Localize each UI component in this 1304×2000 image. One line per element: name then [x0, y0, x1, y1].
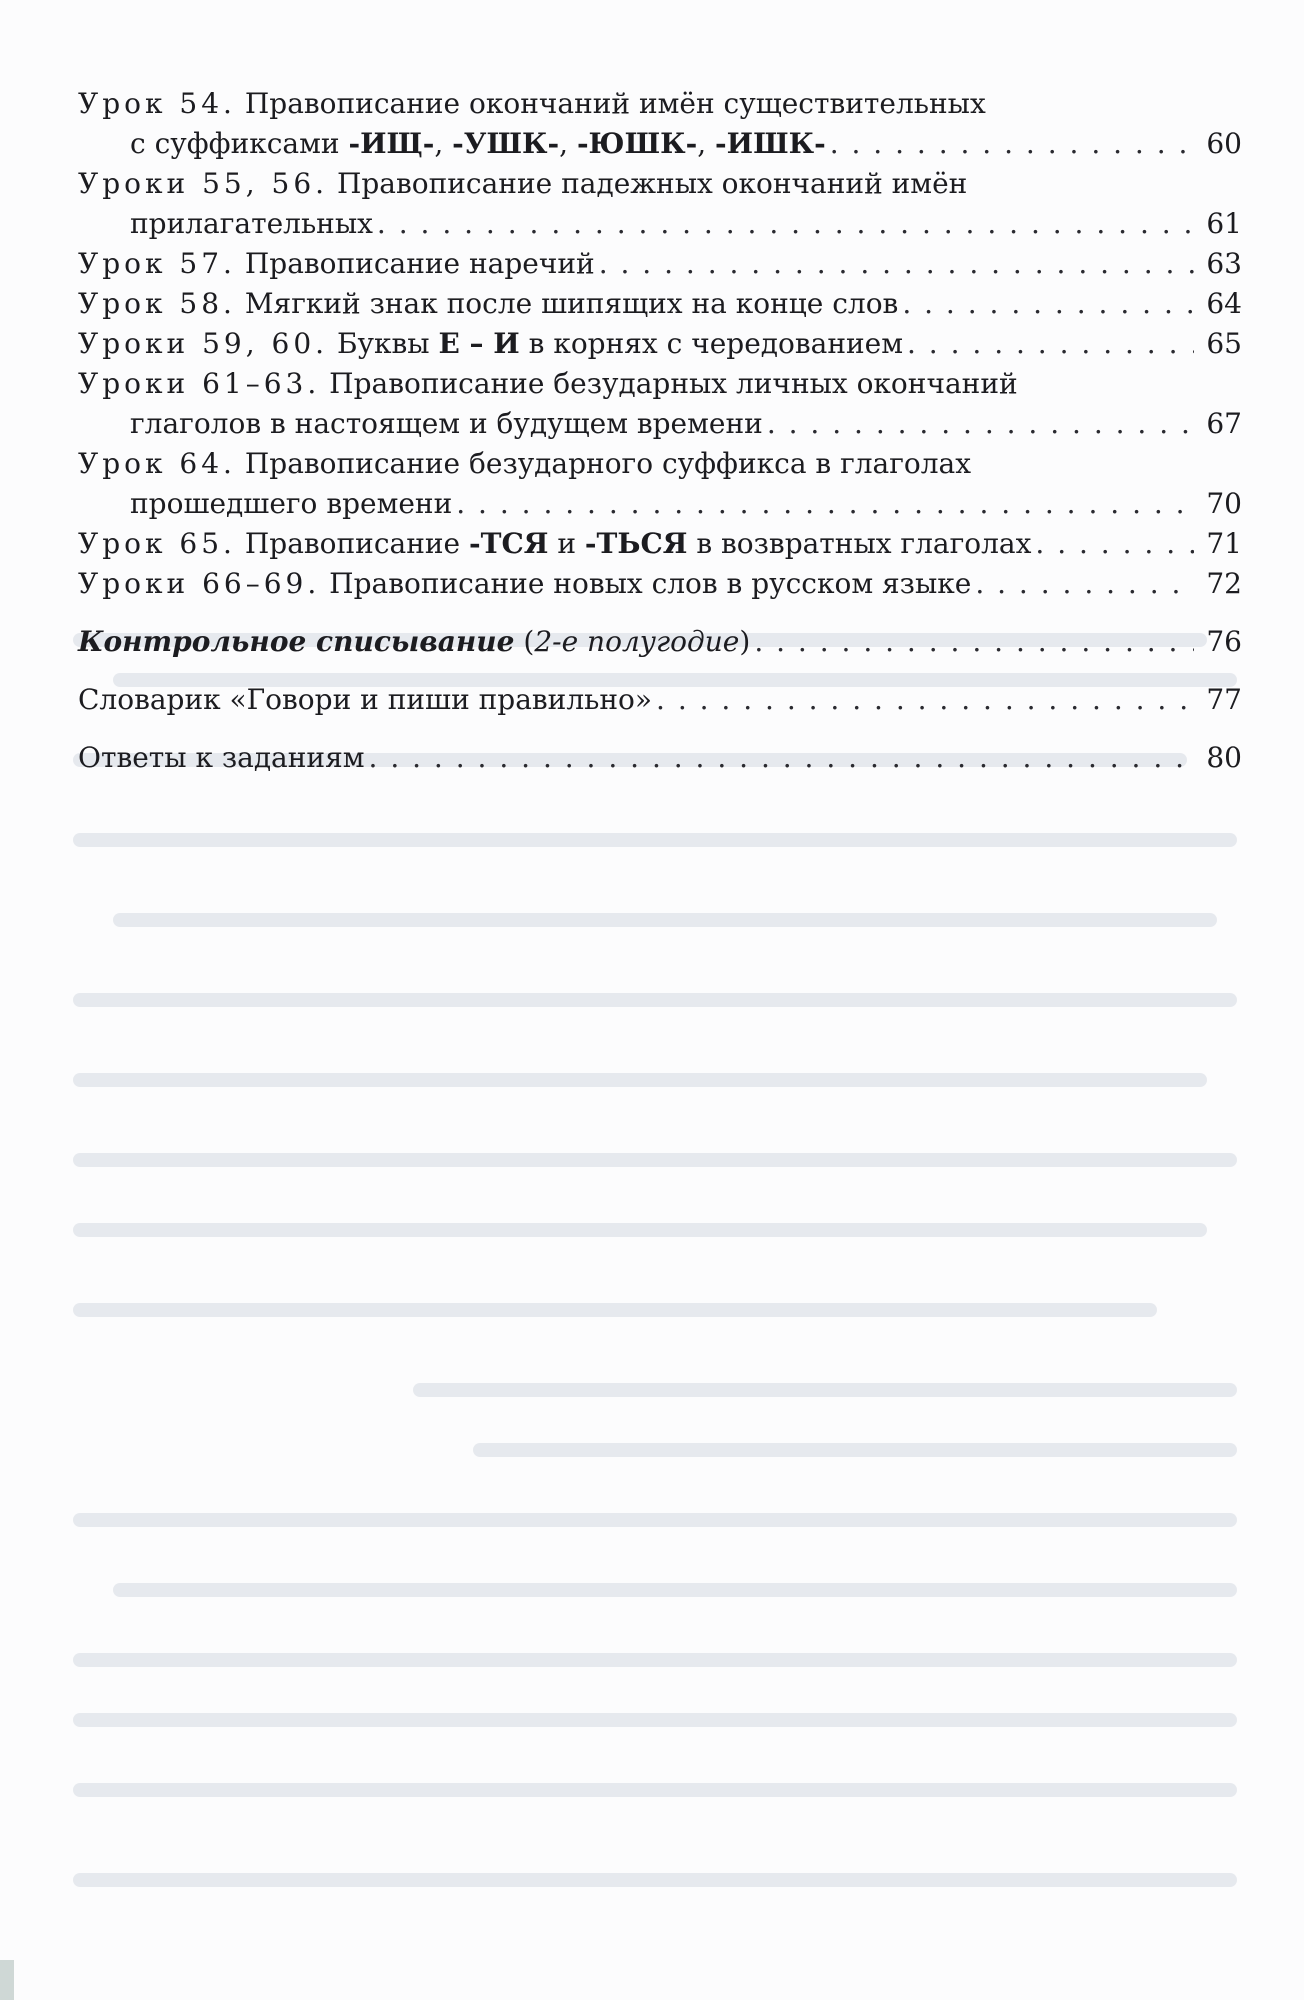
toc-entry[interactable] — [78, 680, 1242, 720]
title-segment: , — [559, 127, 577, 160]
title-segment: -ТСЯ — [469, 527, 549, 560]
dot-leader — [767, 404, 1194, 444]
toc-entry-title — [78, 622, 750, 662]
page-number: 76 — [1206, 625, 1242, 658]
page-number: 80 — [1206, 741, 1242, 774]
dot-leader — [1035, 524, 1194, 564]
toc-entry[interactable] — [78, 738, 1242, 778]
toc-entry-title — [130, 484, 452, 524]
dot-leader — [902, 284, 1194, 324]
toc-entry-line — [78, 680, 1242, 720]
dot-leader — [377, 204, 1194, 244]
title-segment: -ИЩ- — [348, 127, 435, 160]
lesson-number: Уроки 66–69. — [78, 567, 321, 600]
title-segment: с суффиксами — [130, 127, 349, 160]
toc-entry-title — [78, 564, 971, 604]
title-segment: -ТЬСЯ — [584, 527, 688, 560]
toc-entry-line — [78, 364, 1242, 404]
section-gap — [78, 662, 1242, 680]
lesson-number: Урок 54. — [78, 87, 236, 120]
toc-entry-line — [78, 324, 1242, 364]
table-of-contents — [78, 84, 1242, 778]
page-number: 72 — [1206, 567, 1242, 600]
title-segment: Правописание окончаний имён существительных — [244, 87, 986, 120]
page-number: 70 — [1206, 487, 1242, 520]
title-segment: глаголов в настоящем и будущем времени — [130, 407, 763, 440]
page-number: 67 — [1206, 407, 1242, 440]
lesson-number: Уроки 55, 56. — [78, 167, 329, 200]
toc-entry-line — [78, 204, 1242, 244]
toc-entry-title — [78, 84, 986, 124]
dot-leader — [456, 484, 1194, 524]
toc-entry[interactable] — [78, 524, 1242, 564]
toc-entry-title — [78, 738, 365, 778]
title-segment: Правописание безударного суффикса в глаголах — [244, 447, 972, 480]
dot-leader — [754, 622, 1194, 662]
title-segment: Мягкий знак после шипящих на конце слов — [244, 287, 899, 320]
lesson-number: Уроки 61–63. — [78, 367, 321, 400]
page-number: 65 — [1206, 327, 1242, 360]
title-segment: , — [434, 127, 453, 160]
toc-entry-title — [78, 680, 652, 720]
toc-entry-title — [130, 124, 826, 164]
page-number: 77 — [1206, 683, 1242, 716]
title-segment: Правописание — [244, 527, 470, 560]
toc-entry[interactable] — [78, 564, 1242, 604]
toc-entry-line — [78, 164, 1242, 204]
toc-entry-line — [78, 738, 1242, 778]
title-segment: Правописание наречий — [244, 247, 595, 280]
title-segment: и — [548, 527, 585, 560]
title-segment: -ИШК- — [715, 127, 826, 160]
title-segment: Контрольное списывание — [78, 625, 515, 658]
toc-entry-line — [78, 564, 1242, 604]
toc-entry-title — [130, 204, 373, 244]
title-segment: Правописание безударных личных окончаний — [329, 367, 1018, 400]
toc-entry[interactable] — [78, 622, 1242, 662]
toc-entry-line — [78, 84, 1242, 124]
section-gap — [78, 604, 1242, 622]
page-number: 60 — [1206, 127, 1242, 160]
title-segment: 2-е полугодие — [534, 625, 740, 658]
dot-leader — [975, 564, 1194, 604]
toc-entry-line — [78, 622, 1242, 662]
page-corner-mark — [0, 1960, 14, 2000]
title-segment: -УШК- — [452, 127, 560, 160]
toc-entry-line — [78, 404, 1242, 444]
toc-entry-title — [78, 324, 903, 364]
toc-entry[interactable] — [78, 284, 1242, 324]
lesson-number: Урок 65. — [78, 527, 236, 560]
section-gap — [78, 720, 1242, 738]
lesson-number: Урок 58. — [78, 287, 236, 320]
toc-entry-line — [78, 444, 1242, 484]
toc-entry[interactable] — [78, 324, 1242, 364]
title-segment: -ЮШК- — [576, 127, 698, 160]
toc-entry-line — [78, 484, 1242, 524]
title-segment: в возвратных глаголах — [687, 527, 1032, 560]
toc-entry-line — [78, 284, 1242, 324]
page-number: 71 — [1206, 527, 1242, 560]
title-segment: в корнях с чередованием — [519, 327, 903, 360]
title-segment: прилагательных — [130, 207, 373, 240]
title-segment: Е – И — [438, 327, 520, 360]
toc-entry-title — [78, 524, 1031, 564]
dot-leader — [369, 738, 1194, 778]
title-segment: Словарик «Говори и пиши правильно» — [78, 683, 653, 716]
dot-leader — [907, 324, 1194, 364]
lesson-number: Урок 57. — [78, 247, 236, 280]
toc-entry-title — [78, 284, 898, 324]
title-segment: ) — [739, 625, 751, 658]
toc-entry[interactable] — [78, 164, 1242, 244]
lesson-number: Уроки 59, 60. — [78, 327, 329, 360]
toc-entry-title — [78, 364, 1018, 404]
title-segment: прошедшего времени — [130, 487, 453, 520]
page-number: 63 — [1206, 247, 1242, 280]
title-segment: Ответы к заданиям — [78, 741, 365, 774]
title-segment: Правописание новых слов в русском языке — [329, 567, 972, 600]
toc-entry-line — [78, 524, 1242, 564]
toc-entry-title — [78, 244, 595, 284]
toc-entry[interactable] — [78, 244, 1242, 284]
title-segment: Правописание падежных окончаний имён — [336, 167, 968, 200]
page-number: 61 — [1206, 207, 1242, 240]
title-segment: , — [697, 127, 716, 160]
toc-entry-line — [78, 244, 1242, 284]
dot-leader — [830, 124, 1194, 164]
dot-leader — [599, 244, 1194, 284]
dot-leader — [656, 680, 1194, 720]
toc-entry-line — [78, 124, 1242, 164]
title-segment: ( — [514, 625, 535, 658]
toc-entry[interactable] — [78, 444, 1242, 524]
toc-entry-title — [78, 444, 971, 484]
lesson-number: Урок 64. — [78, 447, 236, 480]
page-number: 64 — [1206, 287, 1242, 320]
toc-entry[interactable] — [78, 84, 1242, 164]
toc-entry-title — [78, 164, 967, 204]
toc-entry[interactable] — [78, 364, 1242, 444]
toc-entry-title — [130, 404, 763, 444]
title-segment: Буквы — [336, 327, 439, 360]
